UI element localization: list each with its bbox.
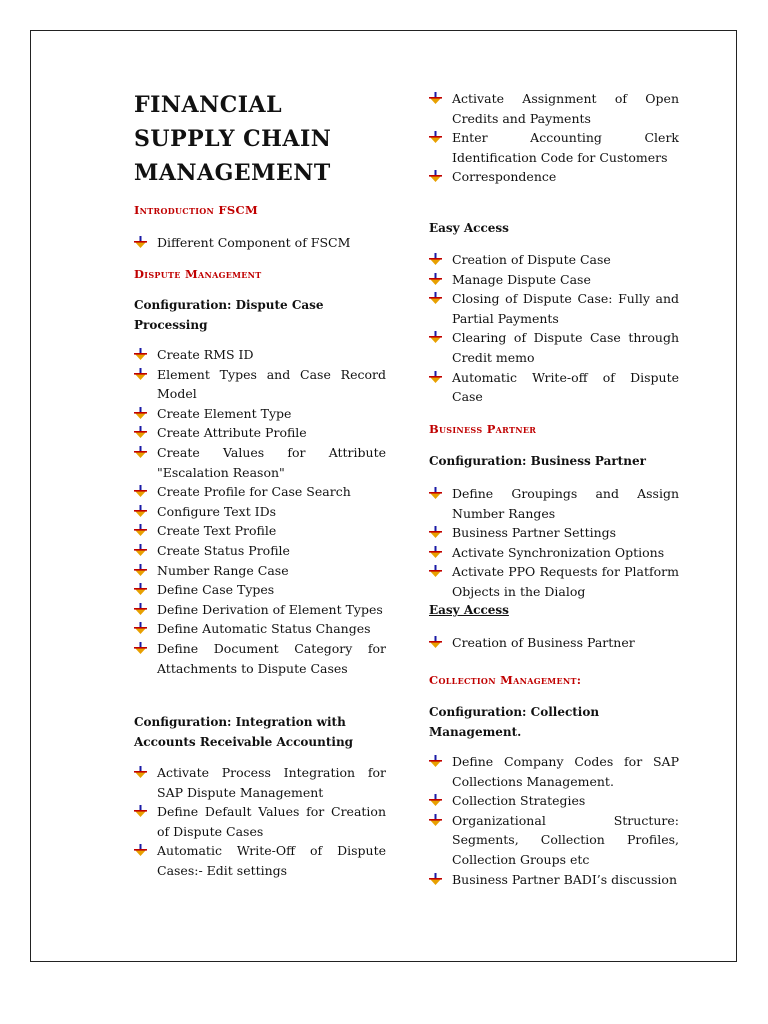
list-item-text: Closing of Dispute Case: Fully and Partial Payments bbox=[452, 291, 679, 326]
list-item-text: Create Profile for Case Search bbox=[157, 484, 351, 500]
arrow-bullet-icon bbox=[429, 253, 442, 266]
bp-easy-access-list bbox=[429, 633, 679, 653]
list-item bbox=[134, 521, 386, 541]
config-bp-list bbox=[429, 484, 679, 602]
config-collection-heading: Configuration: Collection Management. bbox=[429, 705, 600, 739]
list-item-text: Define Automatic Status Changes bbox=[157, 621, 371, 637]
arrow-bullet-icon bbox=[429, 565, 442, 578]
config-integration-list-wrap bbox=[134, 763, 386, 881]
list-item bbox=[134, 541, 386, 561]
bp-easy-access-list-wrap bbox=[429, 633, 679, 653]
list-item bbox=[134, 561, 386, 581]
list-item-text: Create Values for Attribute "Escalation Reason" bbox=[157, 444, 386, 480]
config-integration-heading: Configuration: Integration with Accounts Receivable Accounting bbox=[134, 715, 354, 749]
intro-list bbox=[134, 233, 386, 253]
list-item bbox=[429, 811, 679, 870]
list-item bbox=[429, 167, 679, 187]
arrow-bullet-icon bbox=[134, 348, 147, 361]
list-item bbox=[429, 484, 679, 523]
list-item-text: Automatic Write-off of Dispute Case bbox=[452, 369, 679, 405]
list-item-text: Activate Synchronization Options bbox=[452, 544, 665, 560]
arrow-bullet-icon bbox=[429, 814, 442, 827]
list-item bbox=[429, 870, 679, 890]
arrow-bullet-icon bbox=[134, 524, 147, 537]
arrow-bullet-icon bbox=[134, 642, 147, 655]
list-item bbox=[134, 404, 386, 424]
list-item bbox=[429, 128, 679, 167]
title-line: SUPPLY CHAIN bbox=[134, 126, 332, 152]
list-item bbox=[134, 345, 386, 365]
list-item bbox=[429, 270, 679, 290]
document-title bbox=[134, 88, 394, 190]
arrow-bullet-icon bbox=[134, 805, 147, 818]
list-item-text: Create Status Profile bbox=[157, 542, 290, 558]
arrow-bullet-icon bbox=[429, 371, 442, 384]
list-item bbox=[429, 633, 679, 653]
intro-section bbox=[134, 203, 386, 217]
arrow-bullet-icon bbox=[429, 794, 442, 807]
config-bp-heading-wrap bbox=[429, 452, 679, 472]
list-item-text: Different Component of FSCM bbox=[157, 235, 351, 250]
list-item-text: Create RMS ID bbox=[157, 347, 254, 362]
arrow-bullet-icon bbox=[429, 526, 442, 539]
arrow-bullet-icon bbox=[429, 873, 442, 886]
bp-heading: Business Partner bbox=[429, 422, 537, 436]
config-dispute-heading-wrap bbox=[134, 296, 386, 335]
list-item-text: Create Text Profile bbox=[157, 523, 277, 539]
list-item bbox=[134, 365, 386, 404]
arrow-bullet-icon bbox=[429, 292, 442, 305]
arrow-bullet-icon bbox=[429, 546, 442, 559]
config-bp-list-wrap bbox=[429, 484, 679, 602]
list-item-text: Define Document Category for Attachments to Dispute Cases bbox=[157, 640, 386, 676]
list-item-text: Configure Text IDs bbox=[157, 503, 277, 519]
config-collection-heading-wrap bbox=[429, 703, 679, 742]
arrow-bullet-icon bbox=[134, 583, 147, 596]
arrow-bullet-icon bbox=[134, 485, 147, 498]
arrow-bullet-icon bbox=[429, 331, 442, 344]
arrow-bullet-icon bbox=[134, 603, 147, 616]
list-item bbox=[429, 543, 679, 563]
list-item bbox=[429, 328, 679, 367]
list-item bbox=[134, 423, 386, 443]
list-item bbox=[134, 233, 386, 253]
list-item bbox=[134, 639, 386, 678]
dispute-section bbox=[134, 267, 386, 281]
easy-access-heading-wrap bbox=[429, 219, 679, 239]
arrow-bullet-icon bbox=[134, 544, 147, 557]
title-line: FINANCIAL bbox=[134, 92, 283, 118]
arrow-bullet-icon bbox=[134, 505, 147, 518]
list-item bbox=[429, 791, 679, 811]
list-item-text: Automatic Write-Off of Dispute Cases:- Edit settings bbox=[157, 843, 386, 878]
bp-section bbox=[429, 422, 679, 436]
collection-heading: Collection Management: bbox=[429, 673, 582, 687]
list-item bbox=[134, 619, 386, 639]
list-item-text: Define Derivation of Element Types bbox=[157, 601, 383, 617]
arrow-bullet-icon bbox=[429, 487, 442, 500]
config-collection-list bbox=[429, 752, 679, 889]
list-item-text: Define Groupings and Assign Number Ranges bbox=[452, 486, 679, 521]
list-item bbox=[429, 289, 679, 328]
list-item bbox=[429, 250, 679, 270]
arrow-bullet-icon bbox=[134, 368, 147, 381]
arrow-bullet-icon bbox=[429, 636, 442, 649]
arrow-bullet-icon bbox=[134, 564, 147, 577]
arrow-bullet-icon bbox=[134, 407, 147, 420]
list-item-text: Activate PPO Requests for Platform Objects in the Dialog bbox=[452, 564, 679, 599]
arrow-bullet-icon bbox=[429, 170, 442, 183]
intro-heading: Introduction FSCM bbox=[134, 203, 258, 217]
dispute-heading: Dispute Management bbox=[134, 267, 262, 281]
list-item-text: Activate Process Integration for SAP Dispute Management bbox=[157, 765, 386, 800]
list-item bbox=[429, 368, 679, 407]
list-item bbox=[429, 562, 679, 601]
continued-list-wrap bbox=[429, 89, 679, 187]
list-item-text: Correspondence bbox=[452, 169, 557, 185]
list-item bbox=[134, 600, 386, 620]
config-dispute-heading: Configuration: Dispute Case Processing bbox=[134, 298, 324, 332]
arrow-bullet-icon bbox=[134, 446, 147, 459]
list-item-text: Define Case Types bbox=[157, 582, 275, 598]
list-item bbox=[429, 752, 679, 791]
easy-access-list bbox=[429, 250, 679, 407]
intro-list-wrap bbox=[134, 233, 386, 253]
arrow-bullet-icon bbox=[429, 273, 442, 286]
config-collection-list-wrap bbox=[429, 752, 679, 889]
list-item bbox=[134, 580, 386, 600]
arrow-bullet-icon bbox=[429, 92, 442, 105]
list-item-text: Creation of Business Partner bbox=[452, 635, 635, 650]
list-item-text: Organizational Structure: Segments, Collection Profiles, Collection Groups etc bbox=[452, 812, 679, 867]
title-line: MANAGEMENT bbox=[134, 160, 331, 186]
arrow-bullet-icon bbox=[134, 844, 147, 857]
list-item-text: Clearing of Dispute Case through Credit memo bbox=[452, 330, 679, 365]
list-item-text: Define Company Codes for SAP Collections Management. bbox=[452, 754, 679, 789]
config-integration-heading-wrap bbox=[134, 713, 386, 752]
arrow-bullet-icon bbox=[429, 131, 442, 144]
list-item bbox=[429, 89, 679, 128]
list-item bbox=[134, 802, 386, 841]
config-integration-list bbox=[134, 763, 386, 881]
arrow-bullet-icon bbox=[134, 426, 147, 439]
collection-section bbox=[429, 673, 679, 687]
arrow-bullet-icon bbox=[429, 755, 442, 768]
list-item-text: Enter Accounting Clerk Identification Code for Customers bbox=[452, 130, 679, 165]
config-dispute-list bbox=[134, 345, 386, 678]
arrow-bullet-icon bbox=[134, 766, 147, 779]
list-item-text: Element Types and Case Record Model bbox=[157, 366, 386, 402]
arrow-bullet-icon bbox=[134, 236, 147, 249]
list-item-text: Manage Dispute Case bbox=[452, 271, 591, 287]
list-item-text: Create Element Type bbox=[157, 405, 292, 421]
list-item-text: Business Partner Settings bbox=[452, 525, 617, 541]
list-item bbox=[134, 763, 386, 802]
continued-list bbox=[429, 89, 679, 187]
list-item bbox=[134, 502, 386, 522]
arrow-bullet-icon bbox=[134, 622, 147, 635]
list-item-text: Define Default Values for Creation of Dispute Cases bbox=[157, 804, 386, 839]
list-item-text: Create Attribute Profile bbox=[157, 425, 307, 441]
bp-easy-access-heading: Easy Access bbox=[429, 603, 509, 617]
list-item-text: Business Partner BADI’s discussion bbox=[452, 871, 677, 887]
easy-access-heading: Easy Access bbox=[429, 221, 509, 235]
list-item bbox=[134, 482, 386, 502]
config-dispute-list-wrap bbox=[134, 345, 386, 678]
list-item bbox=[429, 523, 679, 543]
list-item-text: Number Range Case bbox=[157, 562, 289, 578]
list-item-text: Activate Assignment of Open Credits and Payments bbox=[452, 91, 679, 126]
config-bp-heading: Configuration: Business Partner bbox=[429, 454, 646, 468]
list-item bbox=[134, 443, 386, 482]
list-item-text: Creation of Dispute Case bbox=[452, 252, 611, 267]
list-item-text: Collection Strategies bbox=[452, 793, 586, 809]
bp-easy-access-heading-wrap bbox=[429, 601, 679, 621]
easy-access-list-wrap bbox=[429, 250, 679, 407]
list-item bbox=[134, 841, 386, 880]
